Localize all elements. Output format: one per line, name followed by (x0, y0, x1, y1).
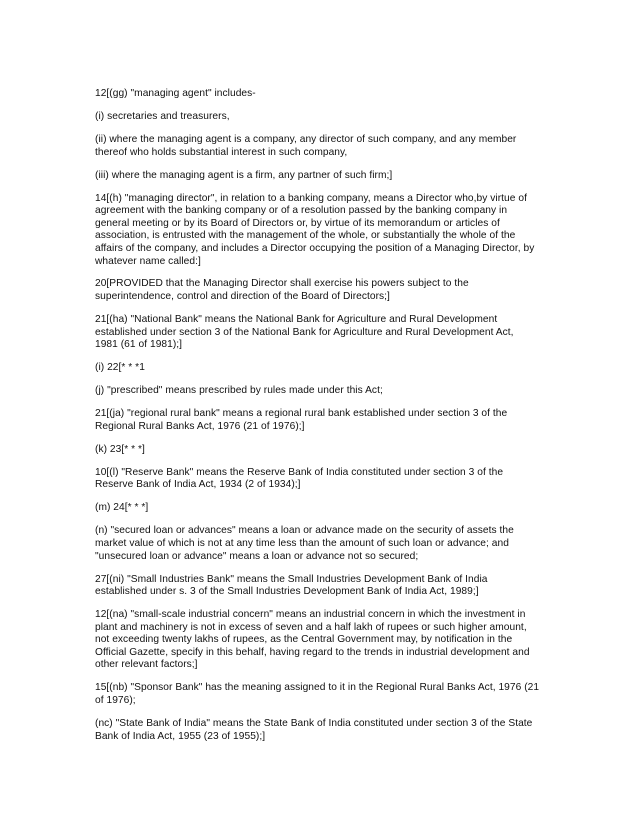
paragraph (95, 525, 555, 563)
text-line: established under section 3 of the National Bank for Agriculture and Rural Development Act, (95, 326, 514, 338)
text-line: 20[PROVIDED that the Managing Director shall exercise his powers subject to the (95, 278, 469, 290)
text-line: whatever name called:] (95, 255, 201, 267)
paragraph (95, 111, 555, 124)
text-line: 12[(gg) "managing agent" includes- (95, 88, 256, 99)
text-line: (m) 24[* * *] (95, 502, 149, 514)
text-line: association, is entrusted with the management of the whole, or substantially the whole of the (95, 230, 516, 242)
text-line: Reserve Bank of India Act, 1934 (2 of 1934);] (95, 479, 301, 491)
paragraph (95, 88, 555, 101)
text-line: 10[(l) "Reserve Bank" means the Reserve Bank of India constituted under section 3 of the (95, 466, 504, 478)
text-line: 21[(ja) "regional rural bank" means a regional rural bank established under section 3 of the (95, 408, 508, 420)
text-line: (k) 23[* * *] (95, 443, 145, 455)
paragraph (95, 609, 555, 672)
text-line: superintendence, control and direction of the Board of Directors;] (95, 291, 390, 303)
paragraph (95, 467, 555, 492)
paragraph (95, 444, 555, 457)
text-line: 12[(na) "small-scale industrial concern" means an industrial concern in which the investment in (95, 609, 526, 621)
paragraph (95, 362, 555, 375)
text-line: of 1976); (95, 695, 136, 707)
text-line: market value of which is not at any time less than the amount of such loan or advance; and (95, 537, 509, 549)
text-line: (nc) "State Bank of India" means the State Bank of India constituted under section 3 of the State (95, 718, 533, 730)
text-line: (n) "secured loan or advances" means a loan or advance made on the security of assets the (95, 525, 514, 537)
text-line: (i) 22[* * *1 (95, 362, 145, 374)
text-line: 21[(ha) "National Bank" means the National Bank for Agriculture and Rural Development (95, 314, 498, 326)
paragraph (95, 718, 555, 743)
text-line: Bank of India Act, 1955 (23 of 1955);] (95, 730, 266, 742)
text-line: 27[(ni) "Small Industries Bank" means the Small Industries Development Bank of India (95, 573, 488, 585)
paragraph (95, 502, 555, 515)
text-line: 14[(h) "managing director", in relation to a banking company, means a Director who,by virtue of (95, 192, 527, 204)
paragraph (95, 134, 555, 159)
text-line: (i) secretaries and treasurers, (95, 110, 230, 122)
paragraph (95, 278, 555, 303)
text-line: established under s. 3 of the Small Industries Development Bank of India Act, 1989;] (95, 586, 479, 598)
text-line: Regional Rural Banks Act, 1976 (21 of 1976);] (95, 420, 305, 432)
paragraph (95, 408, 555, 433)
paragraph (95, 385, 555, 398)
text-line: not exceeding twenty lakhs of rupees, as the Central Government may, by notification in the (95, 634, 513, 646)
paragraph (95, 314, 555, 352)
text-line: "unsecured loan or advance" means a loan or advance not so secured; (95, 550, 419, 562)
text-line: (ii) where the managing agent is a company, any director of such company, and any member (95, 133, 517, 145)
paragraph (95, 170, 555, 183)
text-line: plant and machinery is not in excess of seven and a half lakh of rupees or such higher amount, (95, 621, 527, 633)
paragraph (95, 574, 555, 599)
text-line: affairs of the company, and includes a Director occupying the position of a Managing Director, by (95, 242, 535, 254)
text-line: Official Gazette, specify in this behalf, having regard to the trends in industrial development and (95, 646, 530, 658)
paragraph (95, 682, 555, 707)
text-line: agreement with the banking company or of a resolution passed by the banking company in (95, 205, 508, 217)
text-line: (j) "prescribed" means prescribed by rules made under this Act; (95, 385, 383, 397)
text-line: 15[(nb) "Sponsor Bank" has the meaning assigned to it in the Regional Rural Banks Act, 1976 (21 (95, 682, 540, 694)
text-line: (iii) where the managing agent is a firm, any partner of such firm;] (95, 169, 393, 181)
document-page (95, 88, 555, 754)
text-line: thereof who holds substantial interest in such company, (95, 146, 348, 158)
text-line: general meeting or by its Board of Directors or, by virtue of its memorandum or articles of (95, 217, 500, 229)
paragraph (95, 193, 555, 269)
text-line: 1981 (61 of 1981);] (95, 339, 183, 351)
text-line: other relevant factors;] (95, 659, 198, 671)
